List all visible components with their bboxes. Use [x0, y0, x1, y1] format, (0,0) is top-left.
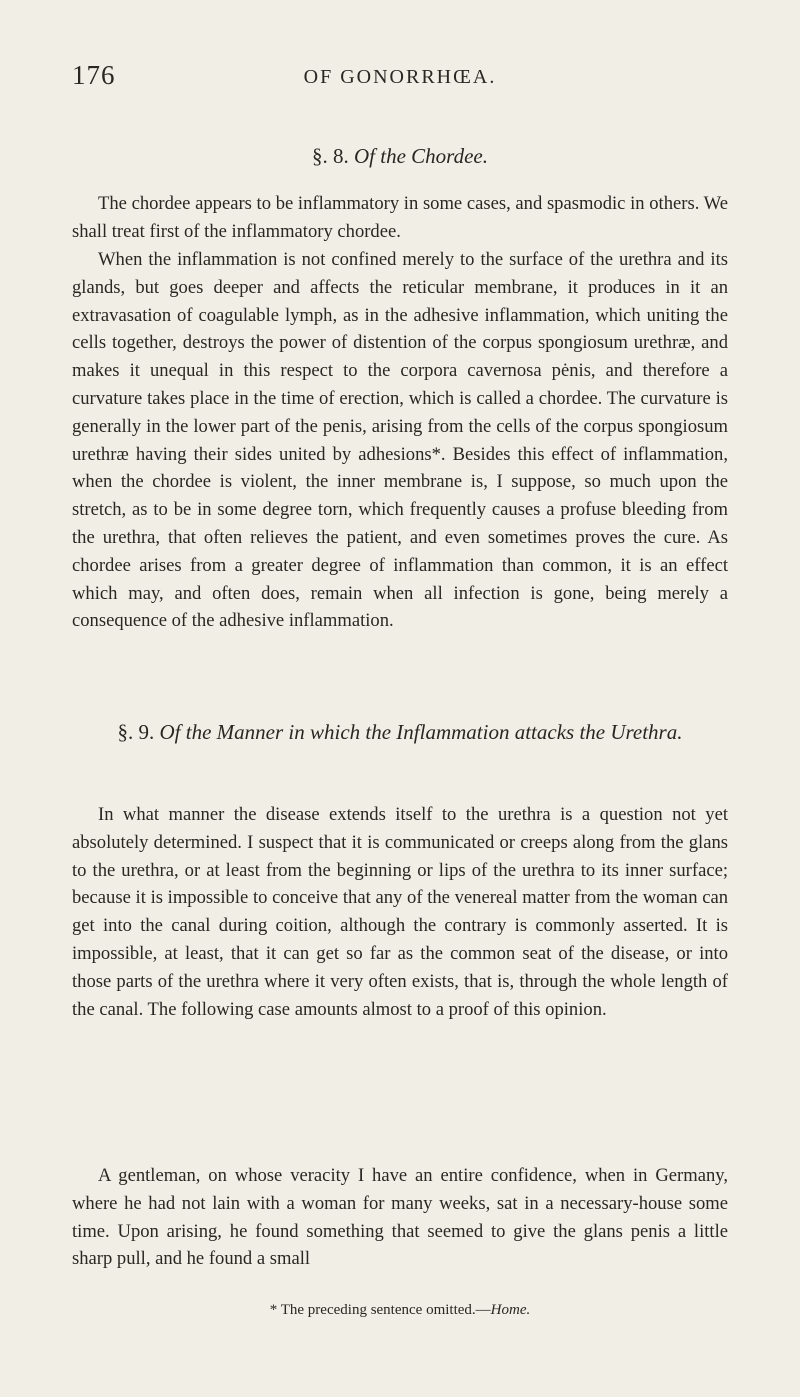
section-8-paragraph-1: The chordee appears to be inflammatory in some cases, and spasmodic in others. We shall treat first of the inflammatory chordee. — [72, 193, 728, 242]
section-9-title: Of the Manner in which the Inflammation attacks the Urethra. — [159, 720, 683, 744]
section-9-paragraph-2: A gentleman, on whose veracity I have an entire confidence, when in Germany, where he had not lain with a woman for many weeks, sat in a necessary-house some time. Upon arising, he found something that seemed to give the glans penis a little sharp pull, and he found a small — [72, 1165, 728, 1270]
footnote-text: The preceding sentence omitted.— — [280, 1302, 491, 1318]
section-9-heading — [72, 716, 728, 748]
section-8-paragraph-2: When the inflammation is not confined merely to the surface of the urethra and its glands, but goes deeper and affects the reticular membrane, it produces in it an extravasation of coagulable lymph, as in the adhesive inflammation, which uniting the cells together, destroys the power of distention of the corpus spongiosum urethræ, and makes it unequal in this respect to the corpora cavernosa pėnis, and therefore a curvature takes place in the time of erection, which is called a chordee. The curvature is generally in the lower part of the penis, arising from the cells of the corpus spongiosum urethræ having their sides united by adhesions*. Besides this effect of inflammation, when the chordee is violent, the inner membrane is, I suppose, so much upon the stretch, as to be in some degree torn, which frequently causes a profuse bleeding from the urethra, that often relieves the patient, and even sometimes proves the cure. As chordee arises from a greater degree of inflammation than common, it is an effect which may, and often does, remain when all infection is gone, being merely a consequence of the adhesive inflammation. — [72, 249, 728, 632]
running-title: OF GONORRHŒA. — [303, 66, 497, 88]
running-head — [72, 60, 728, 100]
footnote-source: Home. — [490, 1302, 531, 1318]
section-9-paragraph-1: In what manner the disease extends itself to the urethra is a question not yet absolutely determined. I suspect that it is communicated or creeps along from the glans to the urethra, or at least from the beginning or lips of the urethra to its inner surface; because it is impossible to conceive that any of the venereal matter from the woman can get into the canal during coition, although the contrary is commonly asserted. It is impossible, at least, that it can get so far as the common seat of the disease, or into those parts of the urethra where it very often exists, that is, through the whole length of the canal. The following case amounts almost to a proof of this opinion. — [72, 804, 728, 1020]
footnote — [72, 1300, 728, 1320]
section-8-heading — [72, 140, 728, 172]
page-number: 176 — [72, 60, 116, 90]
section-9-number: §. 9. — [117, 720, 155, 744]
footnote-marker: * — [269, 1302, 278, 1318]
section-8-title: Of the Chordee. — [354, 144, 488, 168]
section-8-number: §. 8. — [312, 144, 349, 168]
